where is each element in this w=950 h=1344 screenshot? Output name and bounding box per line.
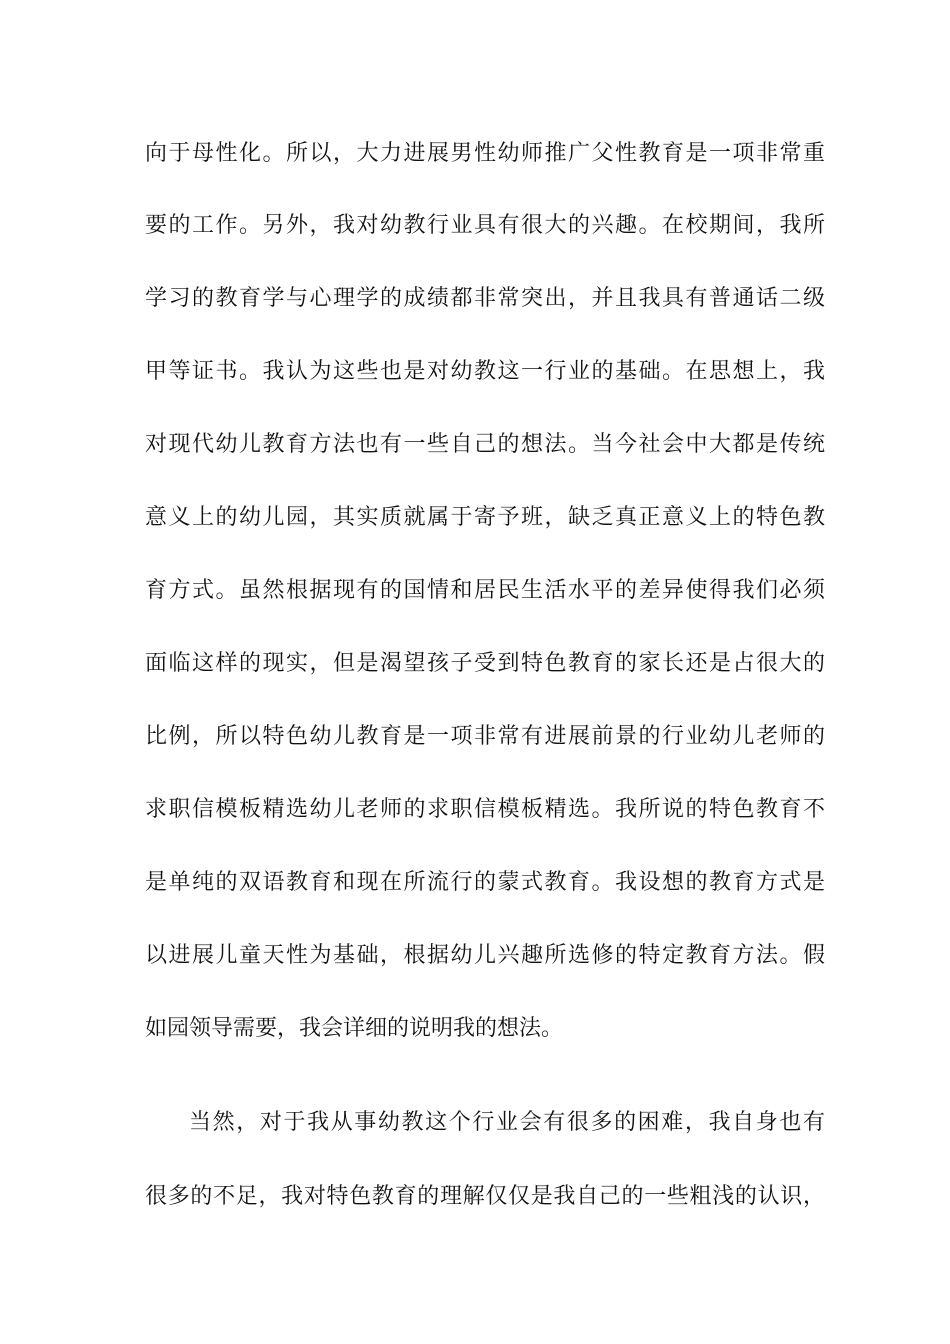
text-line: 学习的教育学与心理学的成绩都非常突出，并且我具有普通话二级 xyxy=(145,286,825,311)
text-line: 面临这样的现实，但是渴望孩子受到特色教育的家长还是占很大的 xyxy=(145,651,825,676)
text-line: 如园领导需要，我会详细的说明我的想法。 xyxy=(145,1016,564,1041)
text-line: 育方式。虽然根据现有的国情和居民生活水平的差异使得我们必须 xyxy=(145,578,825,603)
text-line: 当然，对于我从事幼教这个行业会有很多的困难，我自身也有 xyxy=(189,1110,825,1135)
text-line: 意义上的幼儿园，其实质就属于寄予班，缺乏真正意义上的特色教 xyxy=(145,505,825,530)
text-line: 很多的不足，我对特色教育的理解仅仅是我自己的一些粗浅的认识， xyxy=(145,1184,825,1209)
text-line: 对现代幼儿教育方法也有一些自己的想法。当今社会中大都是传统 xyxy=(145,432,825,457)
text-line: 是单纯的双语教育和现在所流行的蒙式教育。我设想的教育方式是 xyxy=(145,870,825,895)
text-line: 比例，所以特色幼儿教育是一项非常有进展前景的行业幼儿老师的 xyxy=(145,724,825,749)
text-line: 以进展儿童天性为基础，根据幼儿兴趣所选修的特定教育方法。假 xyxy=(145,943,825,968)
text-line: 甲等证书。我认为这些也是对幼教这一行业的基础。在思想上，我 xyxy=(145,359,825,384)
text-line: 要的工作。另外，我对幼教行业具有很大的兴趣。在校期间，我所 xyxy=(145,213,825,238)
text-line: 向于母性化。所以，大力进展男性幼师推广父性教育是一项非常重 xyxy=(145,141,825,166)
text-line: 求职信模板精选幼儿老师的求职信模板精选。我所说的特色教育不 xyxy=(145,797,825,822)
